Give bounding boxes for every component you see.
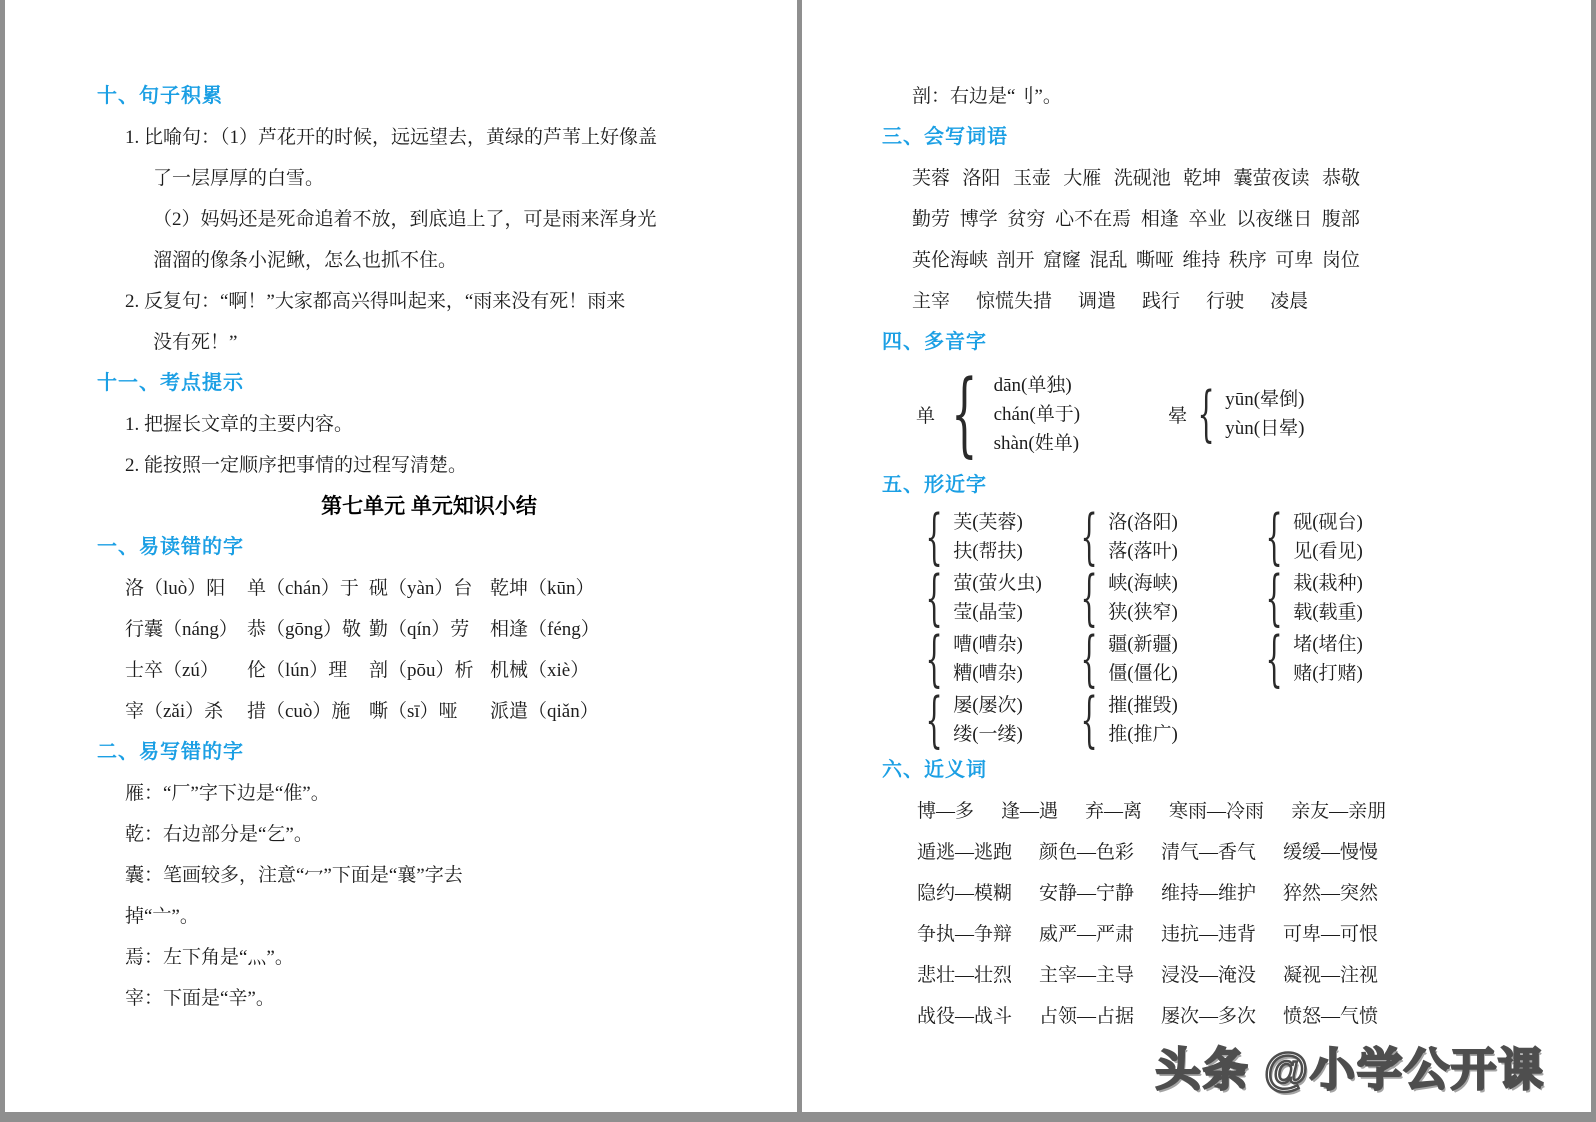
- section-heading-synonyms: 六、近义词: [882, 759, 987, 781]
- brace-glyph: {: [1265, 501, 1283, 572]
- page-left: [5, 0, 802, 1112]
- word-item: 芙蓉: [912, 168, 951, 189]
- word-item: 颜色—色彩: [1039, 842, 1135, 863]
- similar-char-pair: [1255, 623, 1555, 694]
- brace-glyph: {: [1265, 562, 1283, 633]
- brace-glyph: {: [951, 360, 978, 467]
- similar-char-pair: [915, 562, 1070, 633]
- similar-char-pair: [1070, 623, 1255, 694]
- word-item: 争执—争辩: [917, 924, 1013, 945]
- brace-glyph: {: [1080, 562, 1098, 633]
- word-item: 大雁: [1063, 168, 1102, 189]
- synonym-row: [917, 914, 1555, 955]
- text-line: 乾：右边部分是“乞”。: [125, 824, 313, 845]
- word-item: 混乱: [1089, 250, 1128, 271]
- word-item: 博学: [959, 209, 998, 230]
- polyphonic-char: 单: [916, 405, 936, 427]
- word-item: 安静—宁静: [1039, 883, 1135, 904]
- reading: chán(单于): [993, 403, 1081, 425]
- text-line: 掉“亠”。: [125, 906, 199, 927]
- similar-char-pair: [1255, 501, 1555, 572]
- similar-char-top: 屡(屡次): [953, 694, 1023, 716]
- word-item: 屡次—多次: [1161, 1006, 1257, 1027]
- synonym-row: [917, 996, 1555, 1037]
- similar-char-top: 砚(砚台): [1293, 511, 1363, 533]
- similar-char-bottom: 推(推广): [1108, 723, 1178, 745]
- section-heading-polyphonic-chars: 四、多音字: [882, 331, 987, 353]
- word-item: 维持: [1182, 250, 1221, 271]
- similar-char-bottom: 糟(嘈杂): [953, 662, 1023, 684]
- word-item: 隐约—模糊: [917, 883, 1013, 904]
- brace-glyph: {: [1197, 379, 1215, 449]
- char-entry: 机械（xiè）: [490, 660, 590, 681]
- similar-char-top: 摧(摧毁): [1108, 694, 1178, 716]
- char-entry: 砚（yàn）台: [369, 578, 473, 599]
- word-item: 剖开: [996, 250, 1035, 271]
- text-line: （2）妈妈还是死命追着不放，到底追上了，可是雨来浑身光: [153, 209, 657, 230]
- similar-char-top: 疆(新疆): [1108, 633, 1178, 655]
- text-line: 雁：“厂”字下边是“倠”。: [125, 783, 330, 804]
- word-item: 清气—香气: [1161, 842, 1257, 863]
- section-heading-exam-points: 十一、考点提示: [97, 372, 244, 394]
- similar-char-pair: [1070, 562, 1255, 633]
- char-entry: 恭（gōng）敬: [247, 619, 362, 640]
- text-line: 1. 比喻句：（1）芦花开的时候，远远望去，黄绿的芦苇上好像盖: [125, 127, 658, 148]
- similar-char-bottom: 莹(晶莹): [953, 601, 1023, 623]
- word-item: 相逢: [1140, 209, 1179, 230]
- char-entry: 措（cuò）施: [247, 701, 351, 722]
- word-item: 英伦海峡: [912, 250, 989, 271]
- similar-char-pair: [915, 623, 1070, 694]
- char-entry: 嘶（sī）哑: [369, 701, 458, 722]
- similar-char-bottom: 扶(帮扶): [953, 540, 1023, 562]
- text-line: 焉：左下角是“灬”。: [125, 947, 294, 968]
- similar-char-bottom: 狭(狭窄): [1108, 601, 1178, 623]
- word-item: 缓缓—慢慢: [1283, 842, 1379, 863]
- brace-glyph: {: [925, 684, 943, 755]
- word-item: 秩序: [1228, 250, 1267, 271]
- char-entry: 士卒（zú）: [125, 660, 219, 681]
- polyphonic-group: [1168, 379, 1305, 449]
- word-item: 亲友—亲朋: [1291, 801, 1387, 822]
- similar-char-pair: [915, 684, 1070, 755]
- char-entry: 单（chán）于: [247, 578, 359, 599]
- word-item: 以夜继日: [1236, 209, 1313, 230]
- brace-glyph: {: [925, 501, 943, 572]
- word-item: 悲壮—壮烈: [917, 965, 1013, 986]
- text-line: 了一层厚厚的白雪。: [153, 168, 325, 189]
- similar-char-bottom: 落(落叶): [1108, 540, 1178, 562]
- char-entry: 相逢（féng）: [490, 619, 600, 640]
- similar-char-pair: [915, 501, 1070, 572]
- word-item: 威严—严肃: [1039, 924, 1135, 945]
- polyphonic-block: [916, 360, 1555, 467]
- section-heading-similar-chars: 五、形近字: [882, 474, 987, 496]
- text-line: 溜溜的像条小泥鳅，怎么也抓不住。: [153, 250, 458, 271]
- section-heading-words-to-write: 三、会写词语: [882, 126, 1008, 148]
- word-item: 愤怒—气愤: [1283, 1006, 1379, 1027]
- section-heading-sentence-accumulation: 十、句子积累: [97, 85, 223, 107]
- reading: yūn(晕倒): [1225, 389, 1305, 410]
- char-entry: 勤（qín）劳: [369, 619, 470, 640]
- synonym-row: [917, 955, 1555, 996]
- synonym-row: [917, 873, 1555, 914]
- section-heading-easily-misread-chars: 一、易读错的字: [97, 536, 244, 558]
- word-item: 乾坤: [1183, 168, 1222, 189]
- word-item: 猝然—突然: [1283, 883, 1379, 904]
- brace-glyph: {: [1080, 684, 1098, 755]
- word-item: 战役—战斗: [917, 1006, 1013, 1027]
- similar-char-top: 嘈(嘈杂): [953, 633, 1023, 655]
- word-row: [912, 240, 1360, 281]
- word-item: 逢—遇: [1001, 801, 1059, 822]
- word-item: 贫穷: [1007, 209, 1046, 230]
- similar-char-bottom: 赌(打赌): [1293, 662, 1363, 684]
- brace-glyph: {: [1080, 623, 1098, 694]
- word-item: 洛阳: [962, 168, 1001, 189]
- word-item: 勤劳: [912, 209, 951, 230]
- word-item: 可卑: [1275, 250, 1314, 271]
- word-item: 卒业: [1188, 209, 1227, 230]
- word-item: 弃—离: [1085, 801, 1143, 822]
- word-row: [912, 158, 1360, 199]
- char-entry: 剖（pōu）析: [369, 660, 474, 681]
- text-line: 囊：笔画较多，注意“冖”下面是“襄”字去: [125, 865, 463, 886]
- word-item: 调遣: [1078, 291, 1117, 312]
- word-item: 主宰: [912, 291, 951, 312]
- char-entry: 乾坤（kūn）: [490, 578, 595, 599]
- word-item: 可卑—可恨: [1283, 924, 1379, 945]
- word-item: 岗位: [1321, 250, 1360, 271]
- similar-char-bottom: 缕(一缕): [953, 723, 1023, 745]
- page-right: [802, 0, 1591, 1112]
- similar-char-top: 萤(萤火虫): [953, 572, 1042, 594]
- similar-char-top: 栽(栽种): [1293, 572, 1363, 594]
- word-item: 窟窿: [1042, 250, 1081, 271]
- word-item: 践行: [1142, 291, 1181, 312]
- word-item: 凌晨: [1270, 291, 1309, 312]
- brace-glyph: {: [1080, 501, 1098, 572]
- char-entry: 伦（lún）理: [247, 660, 348, 681]
- watermark: 头条 @小学公开课: [1155, 1044, 1545, 1095]
- word-item: 腹部: [1321, 209, 1360, 230]
- word-item: 凝视—注视: [1283, 965, 1379, 986]
- char-entry: 派遣（qiǎn）: [490, 701, 599, 722]
- similar-char-top: 芙(芙蓉): [953, 511, 1023, 533]
- word-item: 占领—占据: [1039, 1006, 1135, 1027]
- similar-char-pair: [1070, 501, 1255, 572]
- word-row: [912, 281, 1555, 322]
- unit-title: 第七单元 单元知识小结: [321, 495, 537, 518]
- word-item: 行驶: [1206, 291, 1245, 312]
- char-entry: 洛（luò）阳: [125, 578, 226, 599]
- similar-chars-grid: [915, 501, 1555, 755]
- text-line: 2. 反复句：“啊！”大家都高兴得叫起来，“雨来没有死！雨来: [125, 291, 626, 312]
- word-item: 洗砚池: [1113, 168, 1171, 189]
- brace-glyph: {: [1265, 623, 1283, 694]
- word-item: 玉壶: [1012, 168, 1051, 189]
- brace-glyph: {: [925, 562, 943, 633]
- word-item: 心不在焉: [1055, 209, 1132, 230]
- similar-char-pair: [1070, 684, 1255, 755]
- similar-char-top: 峡(海峡): [1108, 572, 1178, 594]
- word-item: 惊慌失措: [976, 291, 1053, 312]
- polyphonic-group: [916, 360, 1081, 467]
- word-item: 遁逃—逃跑: [917, 842, 1013, 863]
- word-item: 主宰—主导: [1039, 965, 1135, 986]
- readings-column: [994, 371, 1081, 458]
- word-item: 违抗—违背: [1161, 924, 1257, 945]
- similar-char-top: 洛(洛阳): [1108, 511, 1178, 533]
- reading: dān(单独): [993, 374, 1072, 396]
- similar-char-top: 堵(堵住): [1293, 633, 1363, 655]
- word-item: 浸没—淹没: [1161, 965, 1257, 986]
- word-item: 维持—维护: [1161, 883, 1257, 904]
- section-heading-easily-miswritten-chars: 二、易写错的字: [97, 741, 244, 763]
- text-line: 剖：右边是“刂”。: [912, 86, 1062, 107]
- similar-char-bottom: 载(载重): [1293, 601, 1363, 623]
- text-line: 1. 把握长文章的主要内容。: [125, 414, 354, 435]
- word-item: 恭敬: [1321, 168, 1360, 189]
- similar-char-bottom: 见(看见): [1293, 540, 1363, 562]
- char-entry: 行囊（náng）: [125, 619, 238, 640]
- readings-column: [1225, 385, 1304, 443]
- text-line: 2. 能按照一定顺序把事情的过程写清楚。: [125, 455, 468, 476]
- text-line: 宰：下面是“辛”。: [125, 988, 275, 1009]
- text-line: 没有死！”: [153, 332, 238, 353]
- synonym-row: [917, 791, 1555, 832]
- word-row: [912, 199, 1360, 240]
- word-item: 寒雨—冷雨: [1169, 801, 1265, 822]
- word-item: 囊萤夜读: [1233, 168, 1310, 189]
- reading: shàn(姓单): [993, 432, 1080, 454]
- misread-chars-table: [125, 568, 761, 732]
- reading: yùn(日晕): [1225, 418, 1305, 439]
- word-item: 博—多: [917, 801, 975, 822]
- word-item: 嘶哑: [1135, 250, 1174, 271]
- brace-glyph: {: [925, 623, 943, 694]
- polyphonic-char: 晕: [1168, 405, 1188, 427]
- char-entry: 宰（zǎi）杀: [125, 701, 224, 722]
- similar-char-bottom: 僵(僵化): [1108, 662, 1178, 684]
- synonym-row: [917, 832, 1555, 873]
- similar-char-pair: [1255, 562, 1555, 633]
